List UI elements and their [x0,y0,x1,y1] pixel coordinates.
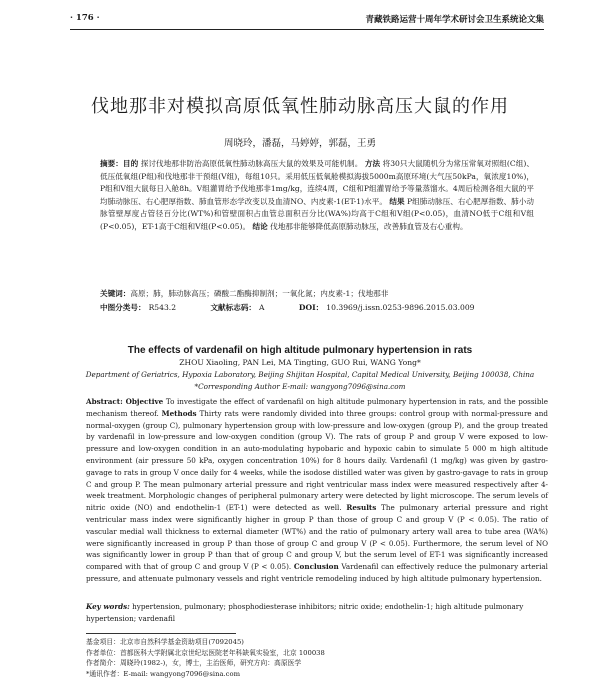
correspondence-en: *Corresponding Author E-mail: wangyong7096@sina.com [194,382,406,391]
affiliation-en: Department of Geriatrics, Hypoxia Laboratory, Beijing Shijitan Hospital, Capital Medical University, Beijing 100038, China [85,370,535,379]
running-header [70,13,544,27]
footnote-author-unit: 作者单位：首都医科大学附属北京世纪坛医院老年科缺氧实验室，北京 100038 [86,648,325,657]
abstract-cn-conclusion-label: 结论 [252,221,268,231]
abstract-en-methods-label: Methods [161,408,197,418]
abstract-cn-objective: 探讨伐地那非防治高原低氧性肺动脉高压大鼠的效果及可能机制。 [140,159,363,168]
abstract-cn-objective-label: 摘要：目的 [100,159,139,168]
keywords-en [86,601,548,625]
abstract-en-results: The pulmonary arterial pressure and right ventricular mass index were significantly higher in group P than those of group C and group V (P < 0.05). The ratio of vascular medial wall thickness to external diameter (WT%) and the ratio of pulmonary artery wall area to tube area (WA%) were significantly increased in group P than those of group C and group V (P < 0.05). Furthermore, the serum level of NO was significantly lower in group P than that of group C and group V, but the serum level of ET-1 was significantly increased compared with that of group C and group V (P < 0.05). [86,503,548,572]
clc-number [100,303,192,312]
clc-label: 中图分类号： [100,303,146,312]
journal-title: 青藏铁路运营十周年学术研讨会卫生系统论文集 [365,15,544,25]
doi-label: DOI： [298,303,324,312]
abstract-en-methods: Thirty rats were randomly divided into three groups: control group with normal-pressure and normal-oxygen (group C), pulmonary hypertension group with low-pressure and low-oxygen (group P), and the group treated by vardenafil in low-pressure and low-oxygen condition (group V). The rats of group P and group V were exposed to low-pressure and low-oxygen condition in an auto-modulating hypobaric and hypoxic cabin to simulate 5 000 m high altitude environment (air pressure 50 kPa, oxygen concentration 10%) for 8 hours daily. Vardenafil (1 mg/kg) was given by gastro-gavage to rats in group V once daily for 4 weeks, while the isodose distilled water was given by gastro-gavage to rats in group C and group P. The mean pulmonary arterial pressure and right ventricular mass index were measured respectively after 4-week treatment. Morphologic changes of peripheral pulmonary artery were detected by light microscope. The serum levels of nitric oxide (NO) and endothelin-1 (ET-1) were detected as well. [86,408,549,513]
page-number: · 176 · [70,13,100,23]
document-code [210,303,280,312]
doc-code-value: A [259,303,265,312]
abstract-en [86,396,548,585]
keywords-cn-text: 高原；肺，肺动脉高压；磷酸二酯酶抑制剂；一氧化氮；内皮素-1；伐地那非 [130,289,389,298]
keywords-en-label: Key words: [86,602,130,611]
footnote-rule [86,633,236,634]
keywords-en-text: hypertension, pulmonary; phosphodiesterase inhibitors; nitric oxide; endothelin-1; high altitude pulmonary hypertension; vardenafil [86,602,524,623]
abstract-en-conclusion: Vardenafil can effectively reduce the pulmonary arterial pressure, and attenuate pulmonary vessels and right ventricle remodeling induced by high altitude pulmonary hypertension. [86,562,548,583]
abstract-en-objective-label: Abstract: Objective [86,397,164,406]
abstract-en-objective: To investigate the effect of vardenafil on high altitude pulmonary hypertension in rats, and the possible mechanism thereof. [86,397,548,418]
authors-cn: 周晓玲，潘磊，马婷婷，郭磊，王勇 [223,138,376,149]
footnote-corresponding: *通讯作者：E-mail: wangyong7096@sina.com [86,669,241,678]
authors-en: ZHOU Xiaoling, PAN Lei, MA Tingting, GUO Rui, WANG Yong* [179,358,421,367]
clc-value: R543.2 [148,303,177,312]
abstract-cn-results: P组肺动脉压、右心肥厚指数、肺小动脉管壁厚度占管径百分比(WT%)和管壁面积占血管总面积百分比(WA%)均高于C组和V组(P<0.05)，血清NO低于C组和V组(P<0.05)，ET-1高于C组和V组(P<0.05)。 [100,196,534,231]
header-rule [70,29,544,30]
abstract-cn-conclusion: 伐地那非能够降低高原肺动脉压，改善肺血管及右心重构。 [270,221,468,231]
abstract-cn [100,158,534,234]
classification-line [100,302,534,314]
doi-value: 10.3969/j.issn.0253-9896.2015.03.009 [326,303,475,312]
footnotes [86,637,548,679]
doi [299,303,491,312]
abstract-cn-results-label: 结果 [389,196,405,206]
doc-code-label: 文献标志码： [210,303,257,312]
keywords-cn-label: 关键词： [100,289,131,298]
footnote-author-bio: 作者简介：周晓玲(1982-)，女，博士，主治医师，研究方向：高原医学 [86,659,302,667]
footnote-funding: 基金项目：北京市自然科学基金资助项目(7092045) [86,638,244,646]
article-title-en: The effects of vardenafil on high altitude pulmonary hypertension in rats [127,345,473,356]
keywords-cn [100,288,534,301]
article-title-cn: 伐地那非对模拟高原低氧性肺动脉高压大鼠的作用 [91,96,509,117]
abstract-cn-methods: 将30只大鼠随机分为常压常氧对照组(C组)、低压低氧组(P组)和伐地那非干预组(V组)，每组10只。采用低压低氧舱模拟海拔5000m高原环境(大气压50kPa，氧浓度10%)，P组和V组大鼠每日入舱8h。V组灌胃给予伐地那非1mg/kg，连续4周，C组和P组灌胃给予等量蒸馏水。4周后检测各组大鼠的平均肺动脉压、右心肥厚指数、肺血管形态学改变以及血清NO、内皮素-1(ET-1)水平。 [100,159,535,206]
abstract-cn-methods-label: 方法 [364,159,381,168]
abstract-en-results-label: Results [346,503,377,513]
abstract-en-conclusion-label: Conclusion [293,562,339,572]
